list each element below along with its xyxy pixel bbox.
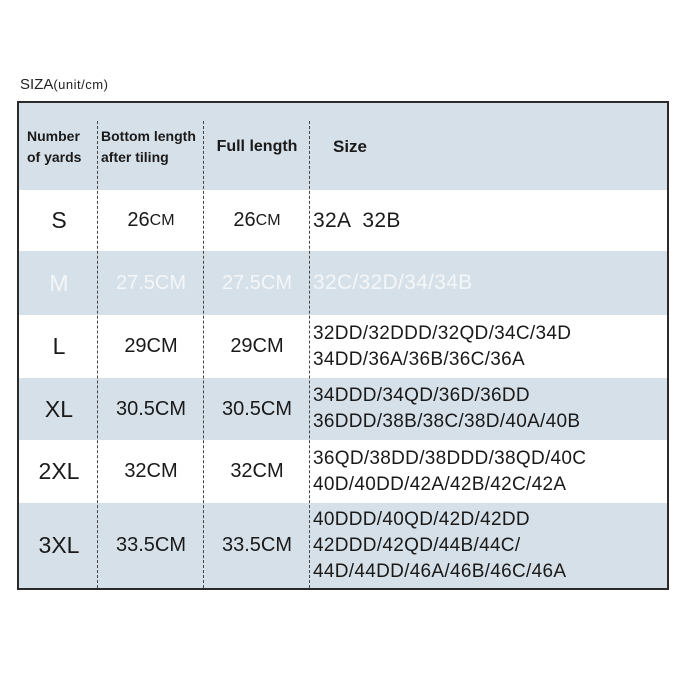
column-divider [203, 121, 204, 588]
row-bottom-length: 30.5CM [115, 397, 187, 420]
row-full-length [203, 190, 311, 251]
header-bottom-line2: after tiling [101, 148, 169, 165]
table-row [19, 440, 667, 503]
size-line: 40D/40DD/42A/42B/42C/42A [313, 473, 567, 495]
table-row [19, 315, 667, 378]
column-divider [97, 121, 98, 588]
row-bottom-length: 27.5CM [115, 271, 187, 294]
header-full-length: Full length [216, 138, 298, 155]
row-size-label: XL [44, 395, 74, 422]
size-line: 32A 32B [313, 208, 401, 232]
row-size-label: 3XL [38, 532, 80, 558]
size-line: 36QD/38DD/38DDD/38QD/40C [313, 447, 587, 469]
caption-label: SIZA [20, 76, 54, 93]
header-bottom-line1: Bottom length [101, 127, 196, 144]
caption-unit: (unit/cm) [53, 77, 109, 92]
size-line: 32DD/32DDD/32QD/34C/34D [313, 322, 572, 344]
size-chart-table [17, 101, 669, 590]
row-bottom-length: 29CM [124, 335, 178, 357]
size-line: 36DDD/38B/38C/38D/40A/40B [313, 411, 581, 432]
header-row [19, 103, 667, 190]
full-value: 26 [233, 209, 256, 231]
header-yards-line2: of yards [27, 148, 82, 165]
row-sizes [311, 503, 667, 588]
row-full-length: 29CM [230, 335, 284, 357]
size-line: 42DDD/42QD/44B/44C/ [313, 534, 521, 556]
row-size-label: M [49, 269, 69, 296]
row-full-length: 27.5CM [221, 271, 293, 294]
row-sizes [311, 440, 667, 503]
row-size-label: S [51, 207, 67, 233]
table-row [19, 503, 667, 588]
row-full-length: 32CM [230, 460, 284, 482]
row-size-label: 2XL [38, 458, 80, 484]
table-caption [20, 76, 108, 93]
size-line: 44D/44DD/46A/46B/46C/46A [313, 560, 567, 582]
table-row [19, 378, 667, 440]
full-unit: CM [255, 211, 281, 229]
row-sizes [311, 251, 667, 315]
row-sizes [311, 378, 667, 440]
table-row [19, 190, 667, 251]
size-line: 32C/32D/34/34B [313, 271, 473, 294]
header-number-of-yards [19, 103, 99, 190]
bottom-unit: CM [149, 211, 175, 229]
row-size-label: L [52, 333, 66, 359]
row-sizes [311, 190, 667, 251]
header-yards-line1: Number [27, 127, 80, 144]
header-bottom-length [99, 103, 203, 190]
size-line: 34DDD/34QD/36D/36DD [313, 385, 530, 406]
row-bottom-length: 32CM [124, 460, 178, 482]
header-size: Size [333, 137, 368, 156]
row-sizes [311, 315, 667, 378]
size-line: 40DDD/40QD/42D/42DD [313, 508, 530, 530]
column-divider [309, 121, 310, 588]
bottom-value: 26 [127, 209, 150, 231]
table-row [19, 251, 667, 315]
row-full-length: 30.5CM [221, 397, 293, 420]
row-full-length: 33.5CM [221, 534, 293, 556]
size-line: 34DD/36A/36B/36C/36A [313, 348, 525, 370]
row-bottom-length [99, 190, 203, 251]
row-bottom-length: 33.5CM [115, 534, 187, 556]
